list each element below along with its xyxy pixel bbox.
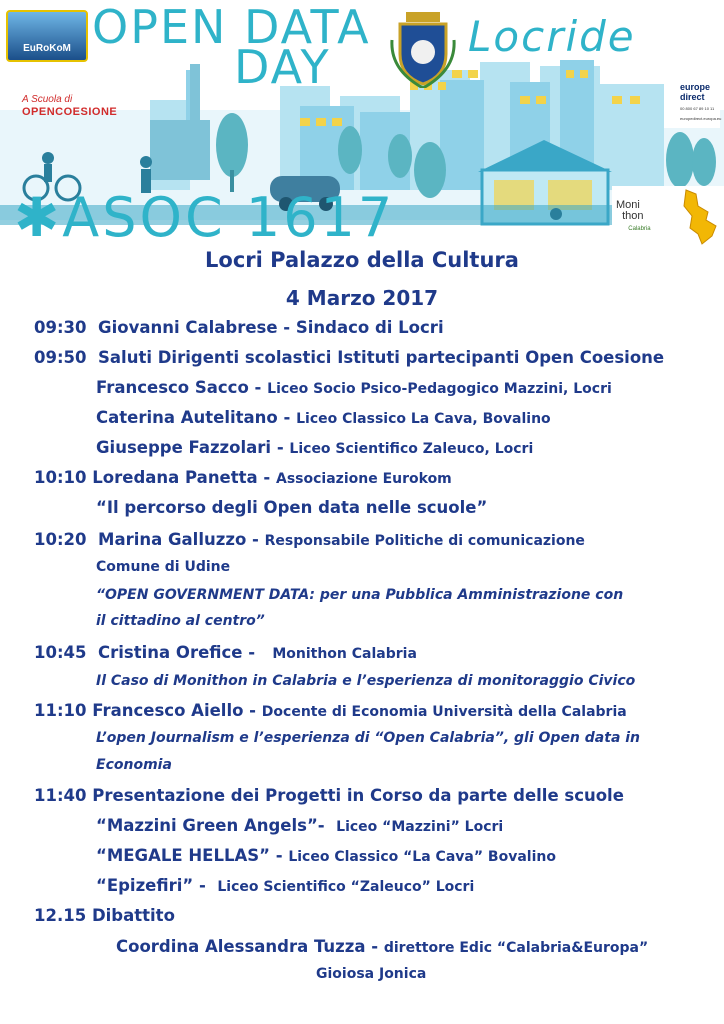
time-label: 12.15 — [34, 906, 87, 925]
moderator-role: direttore Edic “Calabria&Europa” — [383, 940, 649, 956]
title-locride: Locride — [468, 12, 636, 61]
scuola-line1: A Scuola di — [22, 94, 73, 105]
speaker-row — [96, 408, 551, 427]
moderator-row — [116, 937, 648, 956]
monithon-region: Calabria — [628, 226, 651, 232]
speaker-role: Liceo Classico La Cava, Bovalino — [296, 411, 551, 427]
program-row — [34, 643, 417, 662]
speaker-name: Marina Galluzzo - — [98, 530, 259, 549]
time-label: 11:10 — [34, 701, 87, 720]
school-name: Liceo “Mazzini” Locri — [336, 819, 504, 835]
moderator-location: Gioiosa Jonica — [316, 966, 427, 982]
europe-direct-logo — [664, 66, 720, 128]
speaker-name: Francesco Aiello - — [92, 701, 257, 720]
time-label: 10:45 — [34, 643, 87, 662]
program-row — [34, 348, 664, 367]
title-day: DAY — [234, 40, 331, 94]
europe-direct-name: europe direct — [680, 82, 711, 102]
project-name: “MEGALE HELLAS” - — [96, 846, 283, 865]
talk-description: Il Caso di Monithon in Calabria e l’esperienza di monitoraggio Civico — [96, 673, 636, 689]
time-label: 09:50 — [34, 348, 87, 367]
program-row — [34, 318, 444, 337]
monithon-logo — [612, 186, 724, 248]
venue-title: Locri Palazzo della Cultura — [205, 248, 519, 272]
project-row — [96, 876, 474, 895]
time-label: 11:40 — [34, 786, 87, 805]
scuola-opencoesione-logo — [22, 94, 142, 122]
title-open-data: OPEN DATA — [92, 0, 371, 54]
program-row — [34, 468, 452, 487]
coat-of-arms-icon — [390, 10, 456, 88]
monithon-line2: thon — [622, 210, 644, 222]
speaker-role: Monithon Calabria — [272, 646, 417, 662]
asoc-tag-text: ASOC 1617 — [62, 186, 396, 249]
asoc-tag: ✱ASOC 1617 — [14, 186, 396, 249]
talk-description: Economia — [96, 757, 172, 773]
speaker-name: Francesco Sacco - — [96, 378, 262, 397]
project-row — [96, 816, 503, 835]
program-row — [34, 530, 585, 549]
speaker-name: Loredana Panetta - — [92, 468, 271, 487]
project-name: “Epizefiri” - — [96, 876, 206, 895]
project-name: “Mazzini Green Angels”- — [96, 816, 325, 835]
moderator-name: Coordina Alessandra Tuzza - — [116, 937, 379, 956]
monithon-line1: Moni — [616, 199, 640, 211]
speaker-role-cont: Comune di Udine — [96, 559, 231, 575]
scuola-line2: OPENCOESIONE — [22, 106, 118, 118]
school-name: Liceo Scientifico “Zaleuco” Locri — [217, 879, 475, 895]
speaker-name: Cristina Orefice - — [98, 643, 256, 662]
speaker-role: Associazione Eurokom — [276, 471, 452, 487]
talk-description: “OPEN GOVERNMENT DATA: per una Pubblica Amministrazione con — [96, 587, 624, 603]
program-row — [34, 701, 627, 720]
program-text: Presentazione dei Progetti in Corso da parte delle scuole — [92, 786, 624, 805]
europe-direct-url: europedirect.europa.eu — [680, 116, 722, 121]
time-label: 09:30 — [34, 318, 87, 337]
speaker-row — [96, 438, 533, 457]
talk-description: il cittadino al centro” — [96, 613, 265, 629]
program-text: Dibattito — [91, 906, 175, 925]
banner — [0, 0, 724, 248]
calabria-map-icon — [678, 188, 722, 246]
talk-description: L’open Journalism e l’esperienza di “Open Calabria”, gli Open data in — [96, 730, 641, 746]
speaker-name: Caterina Autelitano - — [96, 408, 291, 427]
talk-title: “Il percorso degli Open data nelle scuole” — [96, 498, 488, 517]
event-date: 4 Marzo 2017 — [285, 286, 439, 310]
speaker-role: Liceo Socio Psico-Pedagogico Mazzini, Locri — [267, 381, 612, 397]
program-text: Saluti Dirigenti scolastici Istituti partecipanti Open Coesione — [98, 348, 665, 367]
speaker-role: Responsabile Politiche di comunicazione — [264, 533, 585, 549]
speaker-row — [96, 378, 612, 397]
school-name: Liceo Classico “La Cava” Bovalino — [288, 849, 556, 865]
speaker-role: Docente di Economia Università della Calabria — [261, 704, 627, 720]
program-row — [34, 906, 175, 925]
speaker-name: Giuseppe Fazzolari - — [96, 438, 284, 457]
speaker-role: Liceo Scientifico Zaleuco, Locri — [289, 441, 534, 457]
program-text: Giovanni Calabrese - Sindaco di Locri — [98, 318, 444, 337]
time-label: 10:10 — [34, 468, 87, 487]
program-row — [34, 786, 624, 805]
project-row — [96, 846, 556, 865]
eurokom-logo: EuRoKoM — [6, 10, 88, 62]
time-label: 10:20 — [34, 530, 87, 549]
europe-direct-contact: 00 800 67 89 10 11 — [680, 106, 715, 111]
